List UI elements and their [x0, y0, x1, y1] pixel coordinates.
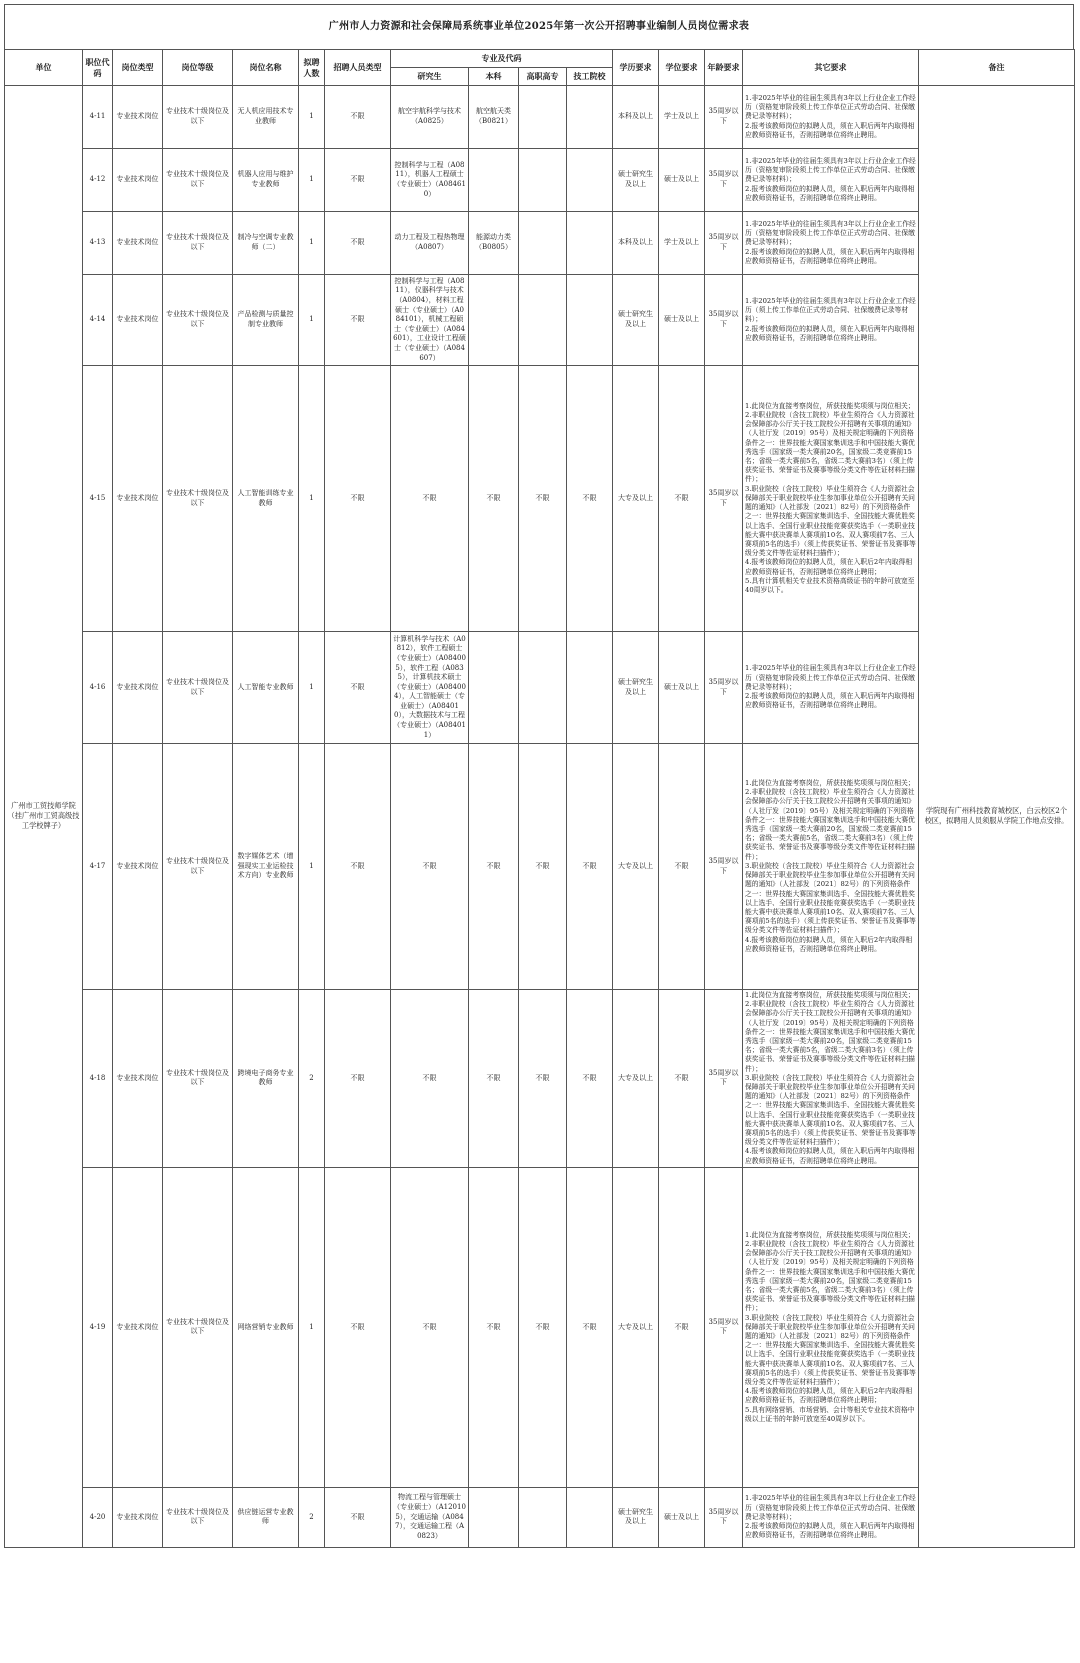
cell-education: 大专及以上 [613, 990, 659, 1168]
requirement-item: 1.非2025年毕业的往届生须具有3年以上行业企业工作经历（资格复审阶段须上传工作单位正式劳动合同、社保缴费记录等材料）； [745, 93, 916, 121]
requirement-item: 2.报考该教师岗位的拟聘人员，须在入职后两年内取得相应教师资格证书，否则招聘单位将终止聘用。 [745, 324, 915, 342]
cell-post-level: 专业技术十级岗位及以下 [163, 744, 233, 990]
col-bachelor: 本科 [469, 68, 519, 86]
col-count: 拟聘人数 [299, 50, 325, 86]
cell-bachelor [469, 1487, 519, 1547]
cell-post-name: 无人机应用技术专业教师 [233, 86, 299, 149]
cell-post-level: 专业技术十级岗位及以下 [163, 86, 233, 149]
cell-technical: 不限 [567, 1167, 613, 1487]
cell-education: 本科及以上 [613, 212, 659, 275]
requirement-item: 5.具有计算机相关专业技术资格高级证书的年龄可放宽至40周岁以下。 [745, 576, 915, 594]
cell-grad: 控制科学与工程（A0811），机器人工程硕士（专业硕士）（A084610） [391, 149, 469, 212]
cell-post-level: 专业技术十级岗位及以下 [163, 990, 233, 1168]
remark-note: 学院现有广州科技教育城校区，白云校区2个校区，拟聘用人员须服从学院工作地点安排。 [919, 86, 1075, 1548]
cell-post-level: 专业技术十级岗位及以下 [163, 632, 233, 744]
col-post-type: 岗位类型 [113, 50, 163, 86]
cell-post-name: 机器人应用与维护专业教师 [233, 149, 299, 212]
table-row [5, 366, 1075, 632]
cell-count: 1 [299, 275, 325, 366]
cell-bachelor: 不限 [469, 366, 519, 632]
cell-post-type: 专业技术岗位 [113, 275, 163, 366]
cell-bachelor [469, 632, 519, 744]
requirement-item: 2.报考该教师岗位的拟聘人员，须在入职后两年内取得相应教师资格证书，否则招聘单位将终止聘用。 [745, 1521, 915, 1540]
requirement-item: 2.非职业院校（含技工院校）毕业生须符合《人力资源社会保障部办公厅关于技工院校公开招聘有关事项的通知》（人社厅发〔2019〕95号）及相关规定明确的下列资格条件之一：世界技能大赛国家集训选手和中国技能大赛优秀选手（国家级一类大赛前20名，国家级二类竞赛前15名；省级一类大赛前5名，省级二类大赛前3名）（须上传获奖证书、荣誉证书及赛事等级分类文件等佐证材料扫描件）； [745, 411, 915, 484]
cell-grad: 计算机科学与技术（A0812），软件工程硕士（专业硕士）（A084005），软件工程（A0835），计算机技术硕士（专业硕士）（A084004），人工智能硕士（专业硕士）（A084010），大数据技术与工程（专业硕士）（A084011） [391, 632, 469, 744]
cell-age: 35周岁以下 [705, 990, 743, 1168]
cell-technical [567, 149, 613, 212]
requirement-item: 2.报考该教师岗位的拟聘人员，须在入职后两年内取得相应教师资格证书，否则招聘单位将终止聘用。 [745, 184, 915, 202]
cell-education: 硕士研究生及以上 [613, 1487, 659, 1547]
cell-post-level: 专业技术十级岗位及以下 [163, 1167, 233, 1487]
cell-bachelor: 不限 [469, 1167, 519, 1487]
cell-count: 1 [299, 149, 325, 212]
requirement-item: 2.非职业院校（含技工院校）毕业生须符合《人力资源社会保障部办公厅关于技工院校公开招聘有关事项的通知》（人社厅发〔2019〕95号）及相关规定明确的下列资格条件之一：世界技能大赛国家集训选手和中国技能大赛优秀选手（国家级一类大赛前20名，国家级二类竞赛前15名；省级一类大赛前5名，省级二类大赛前3名）（须上传获奖证书、荣誉证书及赛事等级分类文件等佐证材料扫描件）； [745, 1239, 915, 1313]
cell-age: 35周岁以下 [705, 632, 743, 744]
cell-post-level: 专业技术十级岗位及以下 [163, 275, 233, 366]
col-post-level: 岗位等级 [163, 50, 233, 86]
requirement-item: 1.此岗位为直接考察岗位，所获技能奖项须与岗位相关； [745, 779, 915, 788]
col-post-name: 岗位名称 [233, 50, 299, 86]
requirement-item: 4.报考该教师岗位的拟聘人员，须在入职后两年内取得相应教师资格证书，否则招聘单位将终止聘用。 [745, 1147, 915, 1165]
requirement-item: 1.非2025年毕业的往届生须具有3年以上行业企业工作经历（资格复审阶段须上传工作单位正式劳动合同、社保缴费记录等材料）； [745, 1494, 916, 1521]
col-code: 职位代码 [83, 50, 113, 86]
cell-bachelor [469, 149, 519, 212]
cell-post-name: 跨境电子商务专业教师 [233, 990, 299, 1168]
cell-post-name: 网络营销专业教师 [233, 1167, 299, 1487]
col-education: 学历要求 [613, 50, 659, 86]
cell-count: 1 [299, 744, 325, 990]
cell-age: 35周岁以下 [705, 275, 743, 366]
requirement-item: 3.职业院校（含技工院校）毕业生须符合《人力资源社会保障部关于职业院校毕业生参加事业单位公开招聘有关问题的通知》（人社部发〔2021〕82号）的下列资格条件之一：世界技能大赛国家集训选手、全国技能大赛优胜奖以上选手、全国行业职业技能竞赛获奖选手（一类职业技能大赛中获决赛单人赛项前10名、双人赛项前7名、三人赛项前5名的选手）（须上传获奖证书、荣誉证书及赛事等级分类文件等佐证材料扫描件）； [745, 1313, 916, 1386]
cell-post-type: 专业技术岗位 [113, 212, 163, 275]
cell-other-requirements [743, 744, 919, 990]
cell-education: 大专及以上 [613, 744, 659, 990]
requirement-item: 1.此岗位为直接考察岗位，所获技能奖项须与岗位相关； [745, 991, 915, 999]
cell-degree: 硕士及以上 [659, 1487, 705, 1547]
cell-code: 4-18 [83, 990, 113, 1168]
cell-post-type: 专业技术岗位 [113, 1487, 163, 1547]
cell-education: 本科及以上 [613, 86, 659, 149]
cell-person-type: 不限 [325, 366, 391, 632]
cell-post-name: 人工智能专业教师 [233, 632, 299, 744]
table-row [5, 1487, 1075, 1547]
col-major: 专业及代码 [391, 50, 613, 68]
cell-degree: 不限 [659, 744, 705, 990]
cell-age: 35周岁以下 [705, 212, 743, 275]
cell-count: 2 [299, 990, 325, 1168]
cell-vocational [519, 86, 567, 149]
requirement-item: 2.非职业院校（含技工院校）毕业生须符合《人力资源社会保障部办公厅关于技工院校公开招聘有关事项的通知》（人社厅发〔2019〕95号）及相关规定明确的下列资格条件之一：世界技能大赛国家集训选手和中国技能大赛优秀选手（国家级一类大赛前20名，国家级二类竞赛前15名；省级一类大赛前5名，省级二类大赛前3名）（须上传获奖证书、荣誉证书及赛事等级分类文件等佐证材料扫描件）； [745, 788, 915, 861]
cell-technical [567, 632, 613, 744]
cell-technical: 不限 [567, 366, 613, 632]
cell-other-requirements [743, 1167, 919, 1487]
requirement-item: 1.非2025年毕业的往届生须具有3年以上行业企业工作经历（资格复审阶段须上传工作单位正式劳动合同、社保缴费记录等材料）； [745, 664, 916, 691]
cell-grad: 不限 [391, 744, 469, 990]
cell-technical: 不限 [567, 990, 613, 1168]
cell-post-type: 专业技术岗位 [113, 990, 163, 1168]
cell-code: 4-17 [83, 744, 113, 990]
cell-other-requirements [743, 990, 919, 1168]
cell-post-level: 专业技术十级岗位及以下 [163, 149, 233, 212]
cell-other-requirements [743, 366, 919, 632]
col-other: 其它要求 [743, 50, 919, 86]
table-row [5, 990, 1075, 1168]
col-degree: 学位要求 [659, 50, 705, 86]
table-row [5, 212, 1075, 275]
cell-person-type: 不限 [325, 149, 391, 212]
cell-age: 35周岁以下 [705, 744, 743, 990]
cell-vocational [519, 149, 567, 212]
cell-code: 4-15 [83, 366, 113, 632]
cell-education: 大专及以上 [613, 1167, 659, 1487]
cell-post-type: 专业技术岗位 [113, 366, 163, 632]
col-technical: 技工院校 [567, 68, 613, 86]
cell-post-level: 专业技术十级岗位及以下 [163, 1487, 233, 1547]
cell-person-type: 不限 [325, 275, 391, 366]
cell-technical [567, 1487, 613, 1547]
requirement-item: 4.报考该教师岗位的拟聘人员，须在入职后2年内取得相应教师资格证书，否则招聘单位将终止聘用。 [745, 935, 913, 953]
cell-code: 4-13 [83, 212, 113, 275]
cell-post-type: 专业技术岗位 [113, 632, 163, 744]
cell-education: 大专及以上 [613, 366, 659, 632]
cell-code: 4-19 [83, 1167, 113, 1487]
table-row [5, 149, 1075, 212]
cell-code: 4-16 [83, 632, 113, 744]
cell-other-requirements [743, 149, 919, 212]
requirement-item: 1.非2025年毕业的往届生须具有3年以上行业企业工作经历（须上传工作单位正式劳动合同、社保缴费记录等材料）； [745, 296, 916, 324]
cell-other-requirements [743, 275, 919, 366]
cell-grad: 航空宇航科学与技术（A0825） [391, 86, 469, 149]
cell-technical [567, 275, 613, 366]
cell-person-type: 不限 [325, 632, 391, 744]
cell-bachelor: 不限 [469, 744, 519, 990]
unit-name: 广州市工贸技师学院（挂广州市工贸高级技工学校牌子） [5, 86, 83, 1548]
col-person-type: 招聘人员类型 [325, 50, 391, 86]
cell-code: 4-20 [83, 1487, 113, 1547]
cell-vocational [519, 275, 567, 366]
cell-technical [567, 212, 613, 275]
cell-post-level: 专业技术十级岗位及以下 [163, 212, 233, 275]
cell-grad: 不限 [391, 990, 469, 1168]
cell-degree: 不限 [659, 990, 705, 1168]
cell-count: 1 [299, 212, 325, 275]
cell-bachelor: 航空航天类（B0821） [469, 86, 519, 149]
table-row [5, 632, 1075, 744]
cell-count: 1 [299, 366, 325, 632]
requirement-item: 3.职业院校（含技工院校）毕业生须符合《人力资源社会保障部关于职业院校毕业生参加事业单位公开招聘有关问题的通知》（人社部发〔2021〕82号）的下列资格条件之一：世界技能大赛国家集训选手、全国技能大赛优胜奖以上选手、全国行业职业技能竞赛获奖选手（一类职业技能大赛中获决赛单人赛项前10名、双人赛项前7名、三人赛项前5名的选手）（须上传获奖证书、荣誉证书及赛事等级分类文件等佐证材料扫描件）； [745, 861, 916, 935]
cell-vocational [519, 632, 567, 744]
page-title: 广州市人力资源和社会保障局系统事业单位2025年第一次公开招聘事业编制人员岗位需求表 [4, 4, 1074, 49]
cell-vocational: 不限 [519, 990, 567, 1168]
table-row [5, 1167, 1075, 1487]
cell-age: 35周岁以下 [705, 1167, 743, 1487]
cell-post-level: 专业技术十级岗位及以下 [163, 366, 233, 632]
cell-grad: 动力工程及工程热物理（A0807） [391, 212, 469, 275]
requirement-item: 3.职业院校（含技工院校）毕业生须符合《人力资源社会保障部关于职业院校毕业生参加事业单位公开招聘有关问题的通知》（人社部发〔2021〕82号）的下列资格条件之一：世界技能大赛国家集训选手、全国技能大赛优胜奖以上选手、全国行业职业技能竞赛获奖选手（一类职业技能大赛中获决赛单人赛项前10名、双人赛项前7名、三人赛项前5名的选手）（须上传获奖证书、荣誉证书及赛事等级分类文件等佐证材料扫描件）； [745, 484, 916, 558]
cell-degree: 不限 [659, 366, 705, 632]
cell-degree: 学士及以上 [659, 86, 705, 149]
cell-grad: 不限 [391, 366, 469, 632]
cell-technical [567, 86, 613, 149]
cell-post-type: 专业技术岗位 [113, 1167, 163, 1487]
cell-person-type: 不限 [325, 744, 391, 990]
cell-person-type: 不限 [325, 990, 391, 1168]
cell-grad: 物流工程与管理硕士（专业硕士）（A120105），交通运输（A0847），交通运输工程（A0823） [391, 1487, 469, 1547]
requirement-item: 1.非2025年毕业的往届生须具有3年以上行业企业工作经历（资格复审阶段须上传工作单位正式劳动合同、社保缴费记录等材料）； [745, 156, 916, 184]
cell-count: 1 [299, 1167, 325, 1487]
cell-degree: 硕士及以上 [659, 275, 705, 366]
requirement-item: 4.报考该教师岗位的拟聘人员，须在入职后2年内取得相应教师资格证书，否则招聘单位将终止聘用； [745, 558, 913, 576]
table-header [5, 50, 1075, 86]
cell-other-requirements [743, 212, 919, 275]
cell-post-name: 产品检测与质量控制专业教师 [233, 275, 299, 366]
table-row [5, 744, 1075, 990]
cell-vocational: 不限 [519, 366, 567, 632]
table-row [5, 275, 1075, 366]
requirement-item: 1.此岗位为直接考察岗位，所获技能奖项须与岗位相关； [745, 401, 915, 410]
cell-vocational [519, 1487, 567, 1547]
cell-post-type: 专业技术岗位 [113, 149, 163, 212]
requirement-item: 5.具有网络营销、市场营销、会计等相关专业技术资格中级以上证书的年龄可放宽至40周岁以下。 [745, 1405, 915, 1423]
col-vocational: 高职高专 [519, 68, 567, 86]
requirement-item: 2.报考该教师岗位的拟聘人员，须在入职后两年内取得相应教师资格证书，否则招聘单位将终止聘用。 [745, 247, 915, 265]
cell-person-type: 不限 [325, 1487, 391, 1547]
cell-post-name: 制冷与空调专业教师（二） [233, 212, 299, 275]
cell-code: 4-11 [83, 86, 113, 149]
cell-bachelor: 能源动力类（B0805） [469, 212, 519, 275]
cell-technical: 不限 [567, 744, 613, 990]
table-body [5, 86, 1075, 1548]
cell-person-type: 不限 [325, 1167, 391, 1487]
cell-person-type: 不限 [325, 212, 391, 275]
requirement-item: 2.报考该教师岗位的拟聘人员，须在入职后两年内取得相应教师资格证书，否则招聘单位将终止聘用。 [745, 121, 915, 139]
cell-age: 35周岁以下 [705, 149, 743, 212]
cell-post-type: 专业技术岗位 [113, 86, 163, 149]
cell-other-requirements [743, 86, 919, 149]
cell-degree: 学士及以上 [659, 212, 705, 275]
cell-post-type: 专业技术岗位 [113, 744, 163, 990]
cell-post-name: 人工智能训练专业教师 [233, 366, 299, 632]
cell-person-type: 不限 [325, 86, 391, 149]
cell-education: 硕士研究生及以上 [613, 149, 659, 212]
cell-vocational [519, 212, 567, 275]
col-age: 年龄要求 [705, 50, 743, 86]
requirement-item: 4.报考该教师岗位的拟聘人员，须在入职后2年内取得相应教师资格证书，否则招聘单位将终止聘用； [745, 1387, 913, 1405]
requirement-item: 1.此岗位为直接考察岗位，所获技能奖项须与岗位相关； [745, 1230, 915, 1239]
cell-count: 2 [299, 1487, 325, 1547]
requirement-item: 2.报考该教师岗位的拟聘人员，须在入职后两年内取得相应教师资格证书，否则招聘单位将终止聘用。 [745, 692, 915, 710]
cell-bachelor [469, 275, 519, 366]
requirement-item: 2.非职业院校（含技工院校）毕业生须符合《人力资源社会保障部办公厅关于技工院校公开招聘有关事项的通知》（人社厅发〔2019〕95号）及相关规定明确的下列资格条件之一：世界技能大赛国家集训选手和中国技能大赛优秀选手（国家级一类大赛前20名，国家级二类竞赛前15名；省级一类大赛前5名，省级二类大赛前3名）（须上传获奖证书、荣誉证书及赛事等级分类文件等佐证材料扫描件）； [745, 1000, 915, 1073]
cell-vocational: 不限 [519, 744, 567, 990]
col-remark: 备注 [919, 50, 1075, 86]
cell-vocational: 不限 [519, 1167, 567, 1487]
cell-age: 35周岁以下 [705, 366, 743, 632]
cell-degree: 硕士及以上 [659, 149, 705, 212]
cell-other-requirements [743, 632, 919, 744]
cell-education: 硕士研究生及以上 [613, 632, 659, 744]
cell-bachelor: 不限 [469, 990, 519, 1168]
col-grad: 研究生 [391, 68, 469, 86]
cell-age: 35周岁以下 [705, 86, 743, 149]
cell-count: 1 [299, 632, 325, 744]
table-row [5, 86, 1075, 149]
requirement-item: 1.非2025年毕业的往届生须具有3年以上行业企业工作经历（资格复审阶段须上传工作单位正式劳动合同、社保缴费记录等材料）； [745, 219, 916, 247]
cell-code: 4-14 [83, 275, 113, 366]
cell-education: 硕士研究生及以上 [613, 275, 659, 366]
cell-age: 35周岁以下 [705, 1487, 743, 1547]
cell-grad: 控制科学与工程（A0811），仪器科学与技术（A0804），材料工程硕士（专业硕士）（A084101），机械工程硕士（专业硕士）（A084601），工业设计工程硕士（专业硕士）（A084607） [391, 275, 469, 366]
cell-count: 1 [299, 86, 325, 149]
cell-code: 4-12 [83, 149, 113, 212]
cell-grad: 不限 [391, 1167, 469, 1487]
cell-post-name: 数字媒体艺术（增强现实工业运检技术方向）专业教师 [233, 744, 299, 990]
cell-degree: 硕士及以上 [659, 632, 705, 744]
job-requirements-table [4, 49, 1075, 1548]
col-unit: 单位 [5, 50, 83, 86]
requirement-item: 3.职业院校（含技工院校）毕业生须符合《人力资源社会保障部关于职业院校毕业生参加事业单位公开招聘有关问题的通知》（人社部发〔2021〕82号）的下列资格条件之一：世界技能大赛国家集训选手、全国技能大赛优胜奖以上选手、全国行业职业技能竞赛获奖选手（一类职业技能大赛中获决赛单人赛项前10名、双人赛项前7名、三人赛项前5名的选手）（须上传获奖证书、荣誉证书及赛事等级分类文件等佐证材料扫描件）； [745, 1073, 916, 1147]
cell-post-name: 供应链运营专业教师 [233, 1487, 299, 1547]
cell-degree: 不限 [659, 1167, 705, 1487]
cell-other-requirements [743, 1487, 919, 1547]
